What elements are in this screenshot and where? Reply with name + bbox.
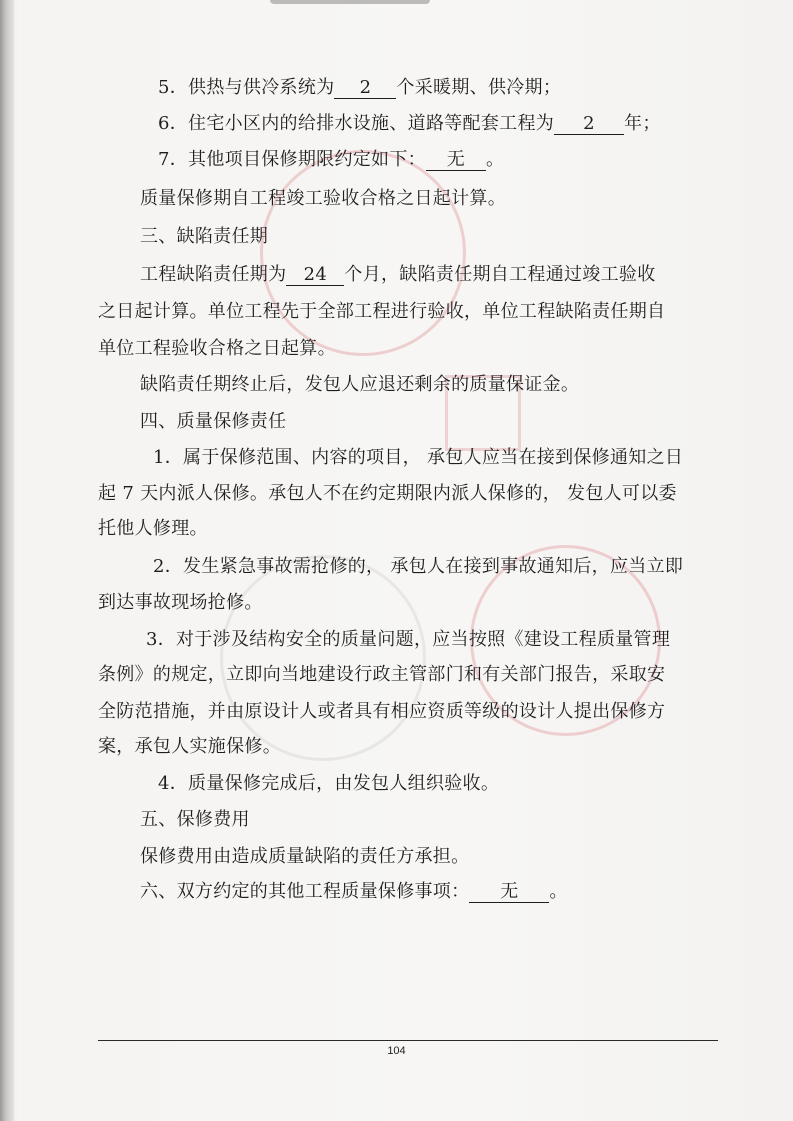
item-5-heating-cooling: 5．供热与供冷系统为 2 个采暖期、供冷期；: [158, 77, 562, 98]
paragraph-line: 2．发生紧急事故需抢修的， 承包人在接到事故通知后，应当立即: [153, 556, 684, 577]
paragraph-line: 起 7 天内派人保修。承包人不在约定期限内派人保修的， 发包人可以委: [98, 483, 677, 504]
item-7-other-items: 7．其他项目保修期限约定如下： 无 。: [158, 149, 505, 170]
section-heading-defect-period: 三、缺陷责任期: [140, 226, 269, 247]
fill-blank: 无: [469, 882, 549, 903]
paragraph-line: 质量保修期自工程竣工验收合格之日起计算。: [140, 188, 506, 209]
seal-mark-left: [220, 555, 426, 761]
section-heading-warranty-costs: 五、保修费用: [140, 809, 250, 830]
paragraph-line: 保修费用由造成质量缺陷的责任方承担。: [140, 846, 470, 867]
paragraph-line: 单位工程验收合格之日起算。: [98, 338, 336, 359]
section-heading-warranty-duty: 四、质量保修责任: [140, 411, 287, 432]
scan-top-shadow: [270, 0, 430, 4]
fill-blank: 24: [286, 265, 344, 286]
fill-blank: 2: [554, 114, 624, 135]
paragraph-line: 4．质量保修完成后，由发包人组织验收。: [158, 773, 500, 794]
paragraph-line: 缺陷责任期终止后，发包人应退还剩余的质量保证金。: [140, 374, 580, 395]
item-6-residential-facilities: 6．住宅小区内的给排水设施、道路等配套工程为 2 年；: [158, 113, 661, 134]
paragraph-line: 3．对于涉及结构安全的质量问题，应当按照《建设工程质量管理: [146, 629, 671, 650]
paragraph-line: 条例》的规定，立即向当地建设行政主管部门和有关部门报告，采取安: [98, 664, 666, 685]
seal-mark-top: [260, 150, 466, 356]
paragraph-line: 工程缺陷责任期为 24 个月，缺陷责任期自工程通过竣工验收: [140, 264, 656, 285]
fill-blank: 2: [334, 78, 396, 99]
paragraph-line: 之日起计算。单位工程先于全部工程进行验收，单位工程缺陷责任期自: [98, 301, 666, 322]
page-number: 104: [387, 1045, 406, 1057]
book-spine-shadow: [0, 0, 14, 1121]
paragraph-line: 到达事故现场抢修。: [98, 592, 263, 613]
section-heading-other-matters: 六、双方约定的其他工程质量保修事项： 无 。: [140, 881, 568, 902]
fill-blank: 无: [426, 150, 486, 171]
paragraph-line: 案，承包人实施保修。: [98, 736, 281, 757]
paragraph-line: 1．属于保修范围、内容的项目， 承包人应当在接到保修通知之日: [153, 447, 684, 468]
paragraph-line: 全防范措施，并由原设计人或者具有相应资质等级的设计人提出保修方: [98, 701, 666, 722]
paragraph-line: 托他人修理。: [98, 518, 208, 539]
footer-rule: [98, 1040, 718, 1041]
